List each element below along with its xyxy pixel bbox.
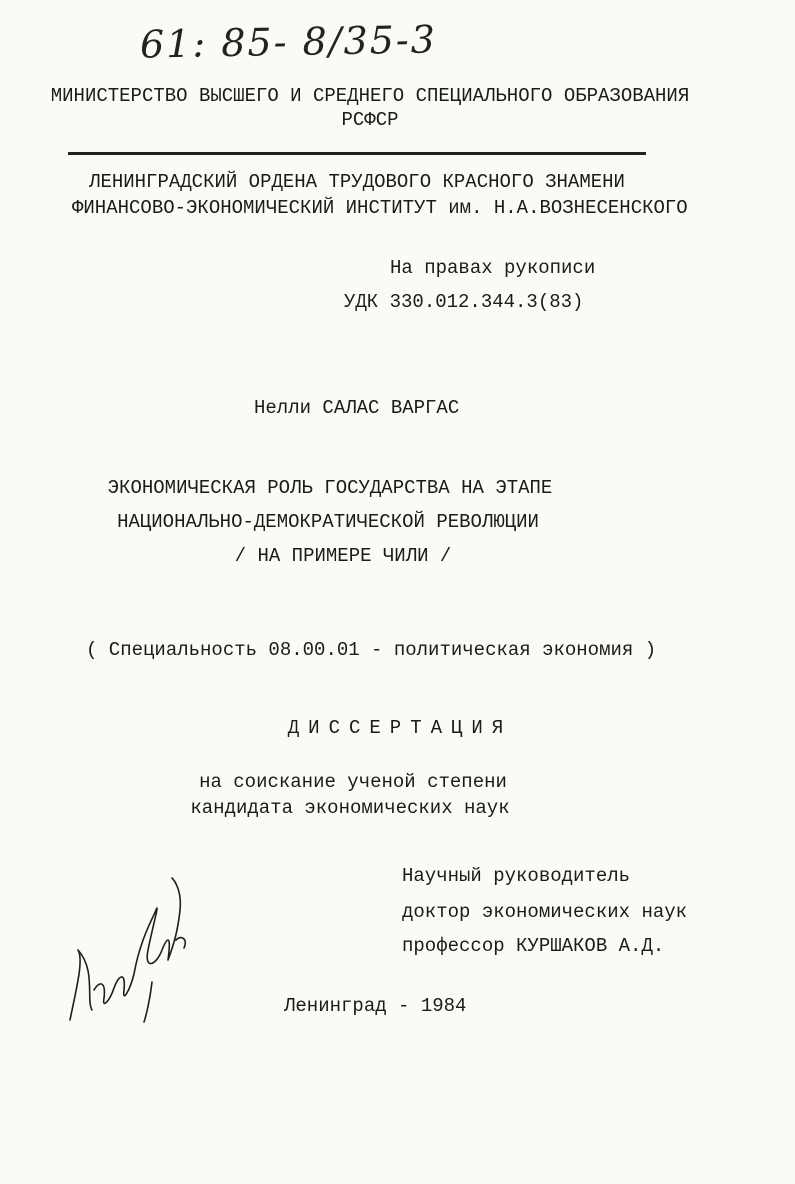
supervisor-line-1: Научный руководитель xyxy=(402,865,631,887)
institute-line-2: ФИНАНСОВО-ЭКОНОМИЧЕСКИЙ ИНСТИТУТ им. Н.А.ВОЗНЕСЕНСКОГО xyxy=(72,197,688,219)
specialty-line: ( Специальность 08.00.01 - политическая экономия ) xyxy=(86,639,657,661)
manuscript-rights-note: На правах рукописи xyxy=(390,257,596,279)
degree-line-2: кандидата экономических наук xyxy=(190,797,510,819)
author-signature xyxy=(56,870,206,1030)
ministry-line-2: РСФСР xyxy=(341,109,399,131)
degree-line-1: на соискание ученой степени xyxy=(199,771,507,793)
title-line-2: НАЦИОНАЛЬНО-ДЕМОКРАТИЧЕСКОЙ РЕВОЛЮЦИИ xyxy=(117,511,539,533)
document-type: ДИССЕРТАЦИЯ xyxy=(287,717,513,739)
udk-code: УДК 330.012.344.3(83) xyxy=(344,291,584,313)
place-and-year: Ленинград - 1984 xyxy=(284,995,467,1017)
title-line-1: ЭКОНОМИЧЕСКАЯ РОЛЬ ГОСУДАРСТВА НА ЭТАПЕ xyxy=(107,477,553,499)
title-line-3: / НА ПРИМЕРЕ ЧИЛИ / xyxy=(234,545,452,567)
author-name: Нелли САЛАС ВАРГАС xyxy=(254,397,460,419)
header-divider xyxy=(68,152,646,155)
ministry-line-1: МИНИСТЕРСТВО ВЫСШЕГО И СРЕДНЕГО СПЕЦИАЛЬНОГО ОБРАЗОВАНИЯ xyxy=(50,85,690,107)
supervisor-line-3: профессор КУРШАКОВ А.Д. xyxy=(402,935,665,957)
supervisor-line-2: доктор экономических наук xyxy=(402,901,688,923)
institute-line-1: ЛЕНИНГРАДСКИЙ ОРДЕНА ТРУДОВОГО КРАСНОГО ЗНАМЕНИ xyxy=(89,171,625,193)
archive-number-handwritten: 61: 85- 8/35-3 xyxy=(139,17,438,67)
